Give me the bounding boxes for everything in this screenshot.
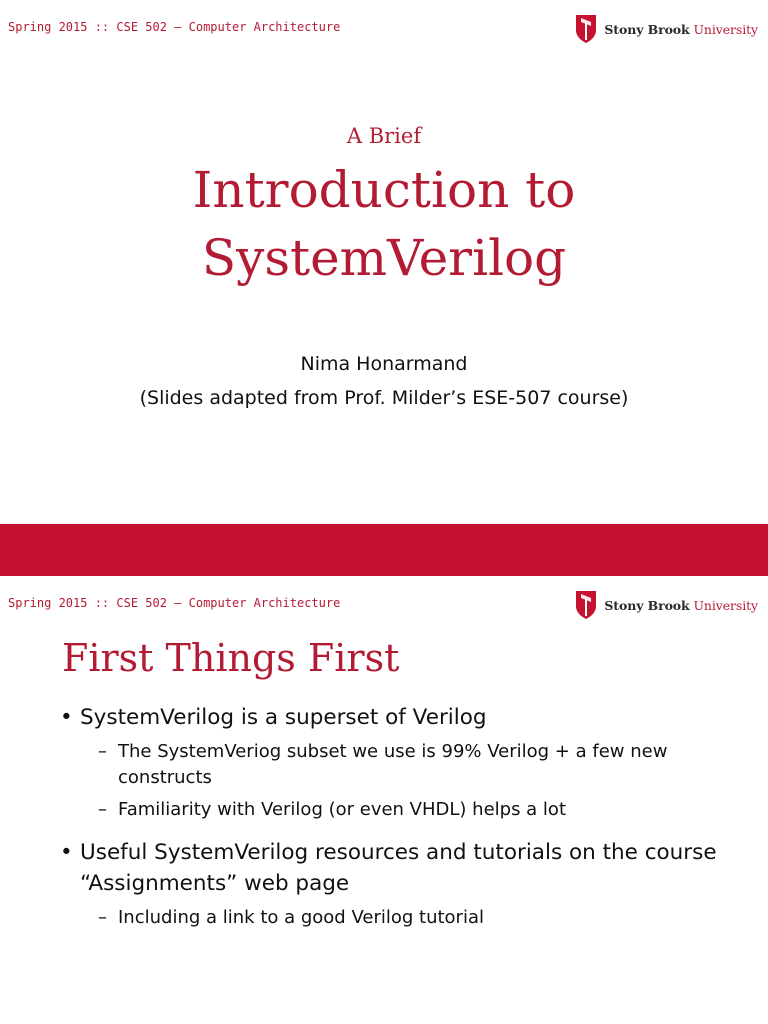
bullet-item [60, 837, 750, 899]
title-line-1: Introduction to [192, 161, 576, 219]
slide-heading: First Things First [62, 636, 400, 680]
sub-bullet-item [60, 739, 750, 791]
logo-wordmark [604, 598, 758, 613]
pre-title: A Brief [346, 124, 422, 148]
logo-name: Stony Brook [604, 597, 690, 613]
content-slide [0, 576, 768, 1024]
footer-band [0, 524, 768, 576]
bullet-glyph: • [60, 840, 73, 865]
course-header: Spring 2015 :: CSE 502 – Computer Architecture [8, 596, 341, 610]
bullet-text: Useful SystemVerilog resources and tutorials on the course “Assignments” web page [80, 840, 717, 896]
logo-university: University [693, 597, 758, 613]
university-logo [574, 14, 758, 44]
logo-name: Stony Brook [604, 21, 690, 37]
bullet-glyph: • [60, 705, 73, 730]
slide-title [0, 156, 768, 292]
author-block [0, 347, 768, 415]
author-name: Nima Honarmand [300, 353, 468, 375]
dash-glyph: – [98, 799, 107, 820]
bullet-text: SystemVerilog is a superset of Verilog [80, 705, 487, 730]
sub-bullet-text: Including a link to a good Verilog tutorial [118, 907, 484, 928]
course-header: Spring 2015 :: CSE 502 – Computer Architecture [8, 20, 341, 34]
bullet-item [60, 702, 750, 733]
shield-icon [574, 14, 598, 44]
bullet-list [60, 702, 750, 931]
title-line-2: SystemVerilog [201, 229, 567, 287]
dash-glyph: – [98, 741, 107, 762]
sub-bullet-item [60, 797, 750, 823]
credit-note: (Slides adapted from Prof. Milder’s ESE-507 course) [139, 387, 629, 409]
sub-bullet-text: Familiarity with Verilog (or even VHDL) helps a lot [118, 799, 566, 820]
logo-wordmark [604, 22, 758, 37]
sub-bullet-text: The SystemVeriog subset we use is 99% Verilog + a few new constructs [118, 741, 668, 788]
university-logo [574, 590, 758, 620]
dash-glyph: – [98, 907, 107, 928]
shield-icon [574, 590, 598, 620]
logo-university: University [693, 21, 758, 37]
sub-bullet-item [60, 905, 750, 931]
